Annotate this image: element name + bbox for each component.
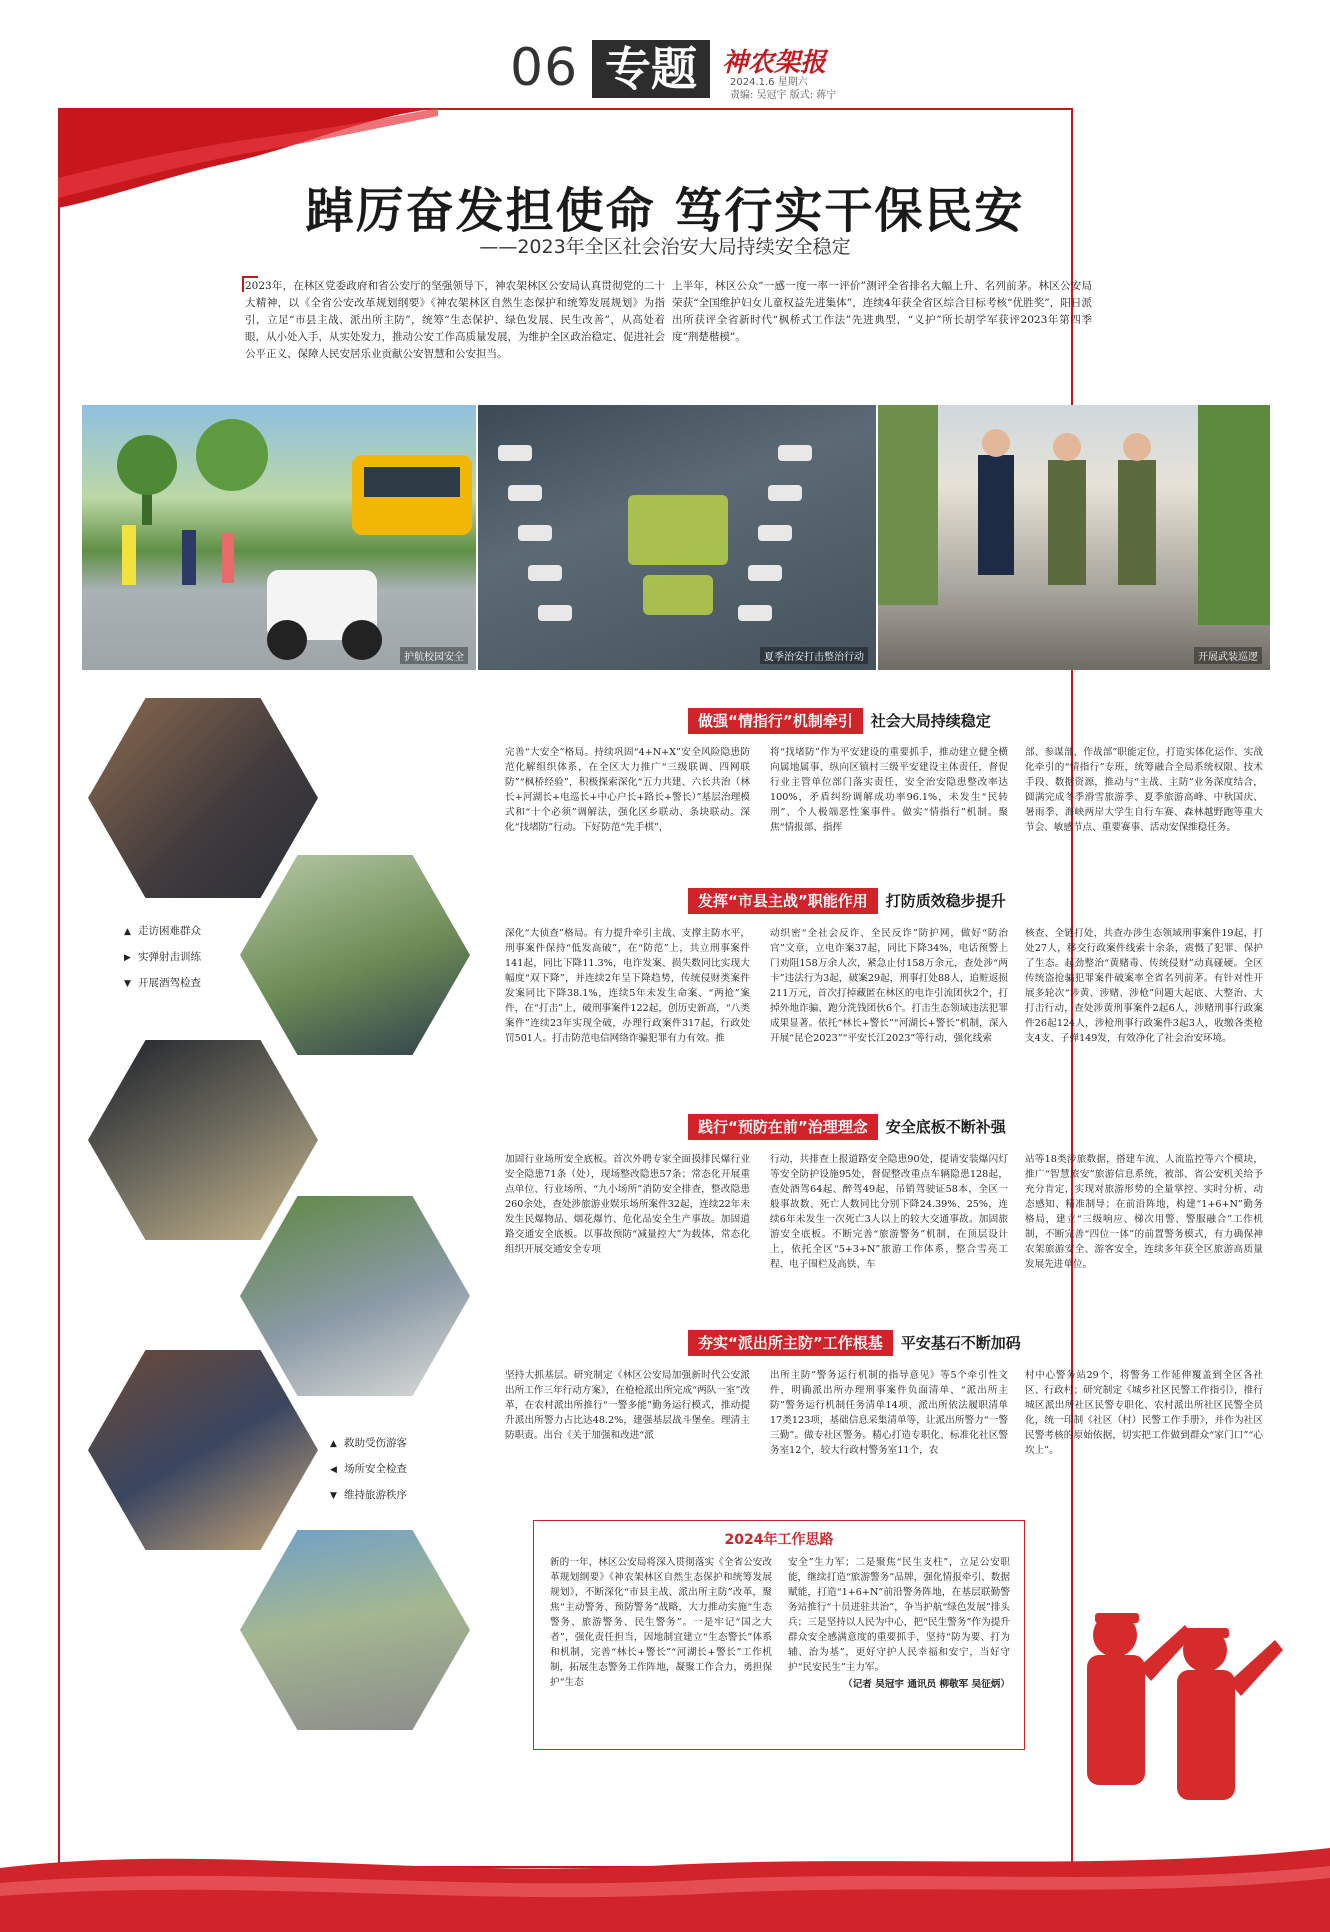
section-subheading: 安全底板不断补强 (885, 1118, 1006, 1136)
section-4-col-1: 坚持大抓基层。研究制定《林区公安局加强新时代公安派出所工作三年行动方案》，在枪枪派出所完成“两队一室”改革，在农村派出所推行“一警多能”勤务运行模式，推动提升派出所警力占比达48.2%，建强基层战斗堡垒。理清主防职责。出台《关于加强和改进“派 (505, 1370, 750, 1441)
lead-paragraph-right: 上半年，林区公众“一感一度一率一评价”测评全省排名大幅上升、名列前茅。林区公安局荣获“全国维护妇女儿童权益先进集体”，连续4年获全省区综合目标考核“优胜奖”，阳日派出所获评全省新时代“枫桥式工作法”先进典型，“义护”所长胡学军获评2023年第四季度“荆楚楷模”。 (672, 280, 1092, 343)
footer-wave-decoration (0, 1838, 1330, 1932)
triangle-right-icon: ▶ (124, 953, 131, 963)
section-heading-3 (688, 1114, 1006, 1140)
school-bus-illustration (82, 405, 476, 670)
triangle-down-icon: ▼ (124, 979, 131, 989)
work-plan-2024-box (533, 1520, 1025, 1750)
section-tag: 践行“预防在前”治理理念 (688, 1114, 878, 1140)
section-3-col-1: 加固行业场所安全底板。首次外聘专家全面摸排民爆行业安全隐患71条（处），现场整改隐患57条；常态化开展重点单位、行业场所、“九小场所”消防安全排查，整改隐患260余处，查处涉旅游业娱乐场所案件32起，连续22年未发生民爆物品、烟花爆竹、危化品安全生产事故。加固道路交通安全底板。以事故预防“减量控大”为载体，常态化组织开展交通安全专项 (505, 1154, 750, 1255)
section-4-col-2: 出所主防”警务运行机制的指导意见》等5个牵引性文件，明确派出所办理刑事案件负面清单、“派出所主防”警务运行机制任务清单14项、派出所依法履职清单17类123项，基础信息采集清单等，让派出所警力“一警三勤”。做专社区警务。精心打造专职化、标准化社区警务室12个，较大行政村警务室11个，农 (770, 1370, 1008, 1456)
section-heading-1 (688, 708, 991, 734)
main-title: 踔厉奋发担使命 笃行实干保民安 (305, 183, 1025, 239)
photo-caption: 开展武装巡逻 (1194, 647, 1262, 664)
byline: （记者 吴冠宇 通讯员 柳敬军 吴征炳） (843, 1679, 1010, 1690)
side-caption: ▲ 救助受伤游客 (330, 1430, 407, 1456)
police-formation-illustration (478, 405, 876, 670)
section-4-col-3: 村中心警务站29个，将警务工作延伸覆盖到全区各社区、行政村；研究制定《城乡社区民警工作指引》，推行城区派出所社区民警专职化、农村派出所社区民警全员化，统一印制《社区（村）民警工作手册》，并作为社区民警考核的原始依据，切实把工作做到群众“家门口”“心坎上”。 (1025, 1370, 1263, 1456)
subtitle: ——2023年全区社会治安大局持续安全稳定 (479, 236, 851, 258)
side-caption: ▼ 开展酒驾检查 (124, 970, 201, 996)
section-3-col-3: 站等18类涉旅数据，搭建车流、人流监控等六个模块，推广“智慧旅安”旅游信息系统，被部、省公安机关给予充分肯定，实现对旅游形势的全量掌控、实时分析、动态感知、精准制导；在前沿阵地，构建“1+6+N”勤务格局，建立“三级响应、梯次用警、警服融合”工作机制，不断完善“四位一体”的前置警务模式，有力确保神农架旅游安全、游客安全，连续多年获全区旅游高质量发展先进单位。 (1025, 1154, 1263, 1270)
section-2-col-1: 深化“大侦查”格局。有力提升牵引主战、支撑主防水平，刑事案件保持“低发高破”，在“防范”上，共立刑事案件141起，同比下降11.3%，电诈发案、损失数同比实现大幅度“双下降”，并连续2年呈下降趋势，传统侵财类案件发案同比下降38.1%，连续5年未发生命案、“两抢”案件，在“打击”上，破刑事案件122起，创历史新高，“八类案件”连续23年实现全破，办理行政案件317起，行政处罚501人。打击防范电信网络诈骗犯罪有力有效。推 (505, 928, 750, 1044)
section-1-col-1: 完善“大安全”格局。持续巩固“4+N+X”安全风险隐患防范化解组织体系，在全区大力推广“三级联调、四网联防”“枫桥经验”，积极探索深化“五力共建、六长共治（林长+河湖长+电巡长+中心户长+路长+警长）”基层治理模式和“十个必须”调解法，强化区乡联动、条块联动。深化“找堵防”行动。下好防范“先手棋”， (505, 747, 750, 833)
section-3-col-2: 行动，共排查上报道路安全隐患90处，提请安装爆闪灯等安全防护设施95处，督促整改重点车辆隐患128起，查处酒驾64起、醉驾49起，吊销驾驶证58本，全区一般事故数、死亡人数同比分别下降24.39%、25%，连续6年未发生一次死亡3人以上的较大交通事故。加固旅游安全底板。不断完善“旅游警务”机制，在顶层设计上，依托全区“5+3+N”旅游工作体系，整合雪亮工程、电子围栏及高铁、车 (770, 1154, 1008, 1270)
section-2-col-3: 核查、全链打处，共查办涉生态领域刑事案件19起，打处27人，移交行政案件线索十余条，震慑了犯罪、保护了生态。起劲整治“黄赌毒、传统侵财”动真碰硬。全区传统盗抢骗犯罪案件破案率全省名列前茅。有针对性开展多轮次“涉黄、涉赌、涉枪”问题大起底、大整治、大打击行动，查处涉黄刑事案件2起6人，涉赌刑事行政案件26起124人，涉枪刑事行政案件3起3人，收缴各类枪支4支、子弹149发，有效净化了社会治安环境。 (1025, 928, 1263, 1044)
box-col-right-text: 安全”生力军；二是聚焦“民生支柱”，立足公安职能，继续打造“旅游警务”品牌，强化情报牵引、数据赋能，打造“1+6+N”前沿警务阵地，在基层联勤警务站推行“十员进驻共治”，争当护航“绿色发展”排头兵；三是坚持以人民为中心，把“民生警务”作为提升群众安全感满意度的重要抓手，坚持“防为要、打为辅、治为基”，更好守护人民幸福和安宁，当好守护“民安民生”主力军。 (788, 1557, 1010, 1673)
section-subheading: 社会大局持续稳定 (870, 712, 991, 730)
triangle-up-icon: ▲ (330, 1439, 337, 1449)
rubric-label: 专题 (592, 40, 710, 98)
editors-line: 责编: 吴冠宇 版式: 蒋宁 (730, 90, 837, 101)
photo-caption: 夏季治安打击整治行动 (760, 647, 868, 664)
lead-paragraph-left: 2023年，在林区党委政府和省公安厅的坚强领导下，神农架林区公安局认真贯彻党的二十大精神，以《全省公安改革规划纲要》《神农架林区自然生态保护和统筹发展规划》为指引，立足“市县主战、派出所主防”，统筹“生态保护、绿色发展、民生改善”，从高处着眼，从小处入手，从实处发力，推动公安工作高质量发展，为维护全区政治稳定、促进社会公平正义、保障人民安居乐业贡献公安智慧和公安担当。 (245, 280, 665, 360)
section-subheading: 打防质效稳步提升 (885, 892, 1006, 910)
side-caption: ▼ 维持旅游秩序 (330, 1482, 407, 1508)
newspaper-logo: 神农架报 (722, 48, 827, 78)
side-caption-list-2 (330, 1430, 407, 1508)
photo-summer-operation (478, 405, 876, 670)
side-caption: ▲ 走访困难群众 (124, 918, 201, 944)
section-tag: 发挥“市县主战”职能作用 (688, 888, 878, 914)
section-tag: 夯实“派出所主防”工作根基 (688, 1330, 893, 1356)
patrol-officers-illustration (878, 405, 1270, 670)
section-tag: 做强“情指行”机制牵引 (688, 708, 863, 734)
triangle-down-icon: ▼ (330, 1491, 337, 1501)
page-number: 06 (510, 38, 579, 98)
photo-school-safety (82, 405, 476, 670)
box-col-right (788, 1555, 1010, 1692)
date-editors (730, 76, 836, 102)
issue-date: 2024.1.6 星期六 (730, 77, 808, 88)
triangle-left-icon: ◀ (330, 1465, 337, 1475)
side-caption: ◀ 场所安全检查 (330, 1456, 407, 1482)
section-2-col-2: 动织密“全社会反诈、全民反诈”防护网，做好“防治官”文章，立电诈案37起，同比下降34%，电话预警上门劝阻158万余人次，紧急止付158万余元，查处涉“两卡”违法行为3起，破案29起，刑事打处88人，追赃返损211万元，首次打掉藏匿在林区的电诈引流团伙2个，打掉外地诈骗、跑分洗钱团伙6个。打击生态领域违法犯罪成果显著。依托“林长+警长”“河湖长+警长”机制，深入开展“昆仑2023”“平安长江2023”等行动，强化线索 (770, 928, 1008, 1044)
box-title: 2024年工作思路 (724, 1532, 834, 1548)
section-heading-4 (688, 1330, 1021, 1356)
side-caption: ▶ 实弹射击训练 (124, 944, 201, 970)
section-1-col-2: 将“找堵防”作为平安建设的重要抓手，推动建立健全横向属地属事、纵向区镇村三级平安建设主体责任，督促行业主管单位部门落实责任，安全治安隐患整改率达100%，矛盾纠纷调解成功率96.1%，未发生“民转刑”、个人极端恶性案事件。做实“情指行”机制。聚焦“情报部、指挥 (770, 747, 1008, 833)
saluting-soldiers-silhouette (1055, 1555, 1315, 1855)
section-subheading: 平安基石不断加码 (900, 1334, 1021, 1352)
section-heading-2 (688, 888, 1006, 914)
triangle-up-icon: ▲ (124, 927, 131, 937)
side-caption-list-1 (124, 918, 201, 996)
box-col-left: 新的一年，林区公安局将深入贯彻落实《全省公安改革规划纲要》《神农架林区自然生态保护和统筹发展规划》，不断深化“市县主战、派出所主防”改革，聚焦“主动警务、预防警务”战略，大力推动实施“生态警务、旅游警务、民生警务”。一是牢记“国之大者”，强化责任担当，因地制宜建立“生态警长”体系和机制，完善“林长+警长”“河湖长+警长”工作机制，拓展生态警务工作阵地，凝聚工作合力，勇担保护“生态 (550, 1557, 772, 1688)
photo-caption: 护航校园安全 (400, 647, 468, 664)
section-1-col-3: 部、参谋部、作战部”职能定位，打造实体化运作、实战化牵引的“情指行”专班，统筹融合全局系统权限、技术手段、数据资源，推动与“主战、主防”业务深度结合，圆满完成冬季滑雪旅游季、夏季旅游高峰、中秋国庆、暑雨季、海峡两岸大学生自行车赛、森林越野跑等重大节会、敏感节点、重要赛事、活动安保维稳任务。 (1025, 747, 1263, 833)
masthead (0, 0, 1330, 105)
photo-armed-patrol (878, 405, 1270, 670)
